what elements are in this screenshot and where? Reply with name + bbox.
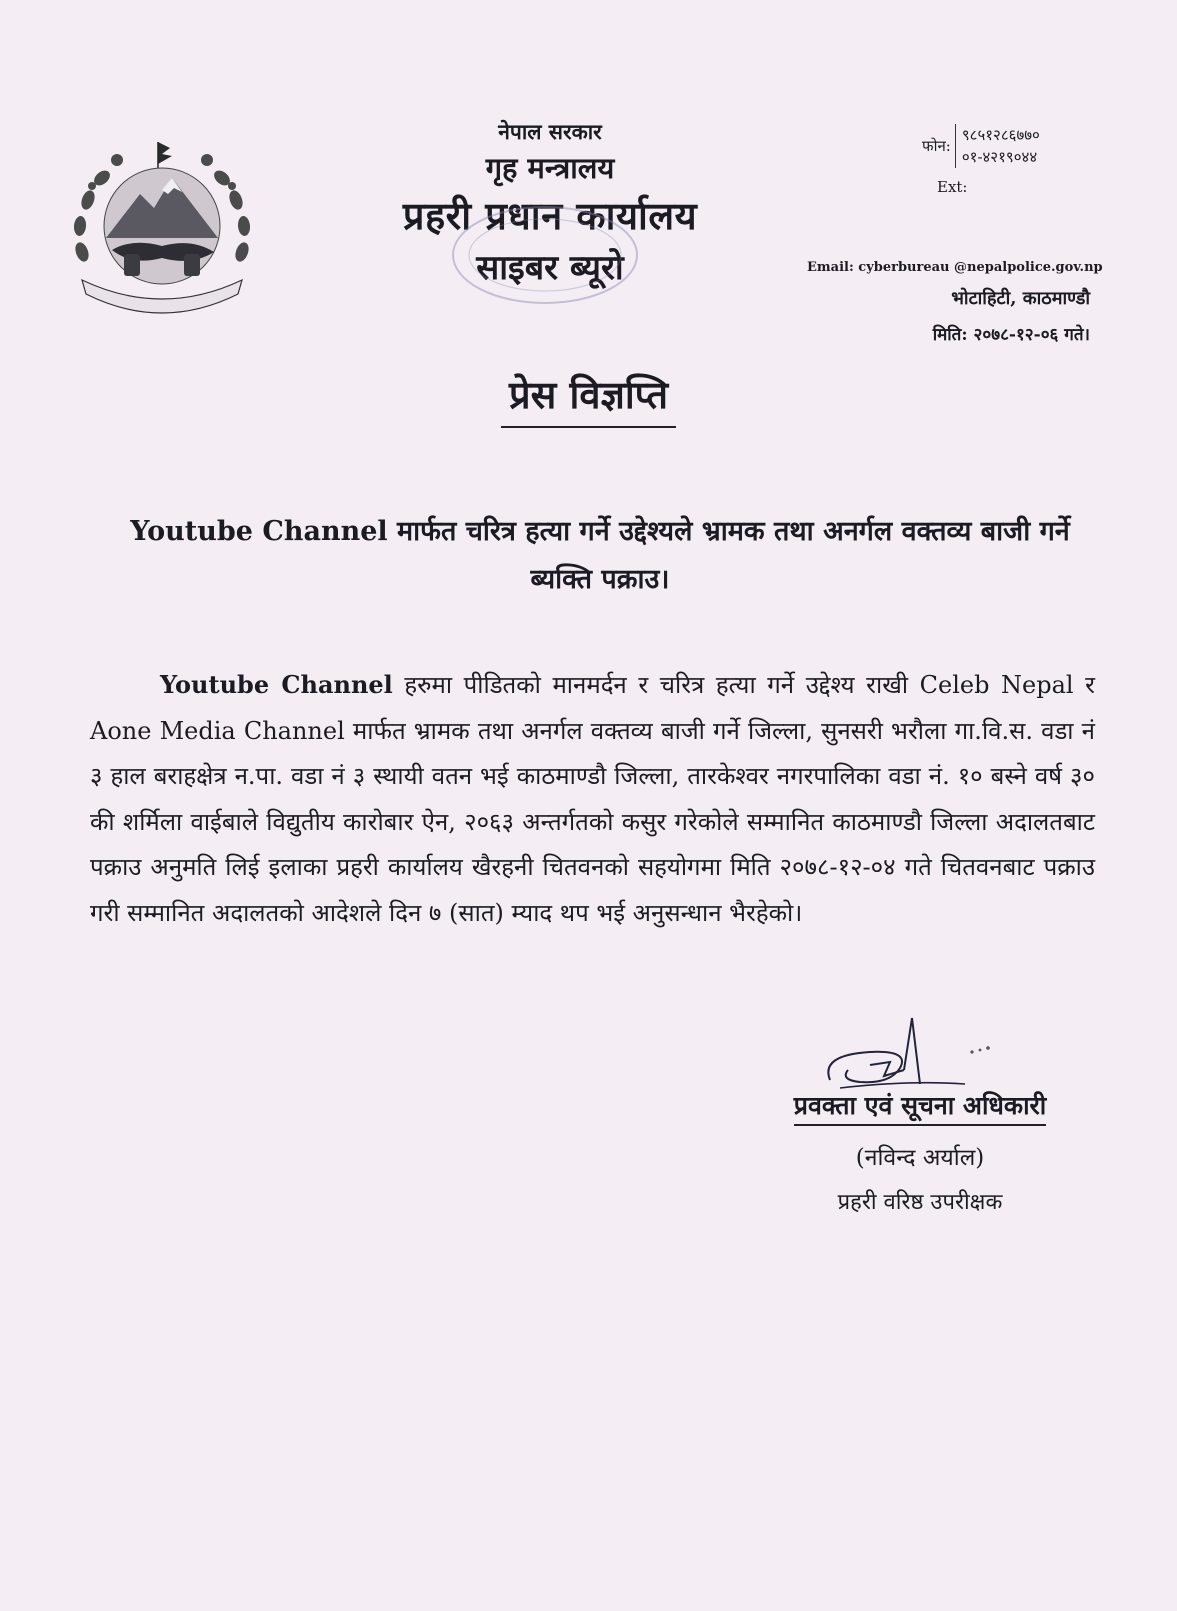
phone-number: ०१-४२१९०४४ xyxy=(961,148,1038,166)
press-release-heading xyxy=(0,368,1177,428)
signatory-rank: प्रहरी वरिष्ठ उपरीक्षक xyxy=(837,1190,1003,1215)
body-text: हरुमा पीडितको मानमर्दन र चरित्र हत्या गर्ने उद्देश्य राखी Celeb Nepal र Aone Media Channel मार्फत भ्रामक तथा अनर्गल वक्तव्य बाजी गर्ने जिल्ला, सुनसरी भरौला गा.वि.स. वडा नं ३ हाल बराहक्षेत्र न.पा. वडा नं ३ स्थायी वतन भई काठमाण्डौ जिल्ला, तारकेश्वर नगरपालिका वडा नं. १० बस्ने वर्ष ३० की शर्मिला वाईबाले विद्युतीय कारोबार ऐन, २०६३ अन्तर्गतको कसुर गरेकोले सम्मानित काठमाण्डौ जिल्ला अदालतबाट पक्राउ अनुमति लिई इलाका प्रहरी कार्यालय खैरहनी चितवनको सहयोगमा मिति २०७८-१२-०४ गते चितवनबाट पक्राउ गरी सम्मानित अदालतको आदेशले दिन ७ (सात) म्याद थप भई अनुसन्धान भैरहेको। xyxy=(90,671,1095,927)
news-body xyxy=(90,662,1095,936)
headline-text: मार्फत चरित्र हत्या गर्ने उद्देश्यले भ्रामक तथा अनर्गल वक्तव्य बाजी गर्ने ब्यक्ति पक्राउ। xyxy=(387,516,1070,595)
email-address: Email: cyberbureau @nepalpolice.gov.np xyxy=(807,260,1103,275)
phone-label: फोन: xyxy=(922,137,951,155)
government-name: नेपाल सरकार xyxy=(498,119,602,144)
office-address: भोटाहिटी, काठमाण्डौ xyxy=(951,288,1090,309)
issue-date: मिति: २०७८-१२-०६ गते। xyxy=(932,325,1090,345)
ink-stamp-icon xyxy=(445,200,645,310)
bureau-name: साइबर ब्यूरो xyxy=(476,248,624,288)
signatory-title: प्रवक्ता एवं सूचना अधिकारी xyxy=(794,1088,1047,1126)
extension-label: Ext: xyxy=(937,178,968,196)
nepal-emblem-icon xyxy=(62,138,262,318)
signatory-block xyxy=(760,1088,1080,1216)
news-headline xyxy=(120,508,1080,604)
headline-latin: Youtube Channel xyxy=(130,516,388,547)
office-name: प्रहरी प्रधान कार्यालय xyxy=(402,193,698,238)
phone-numbers xyxy=(955,124,1040,168)
phone-number: ९८५१२८६७७० xyxy=(961,126,1040,144)
ministry-name: गृह मन्त्रालय xyxy=(485,151,615,185)
body-lead: Youtube Channel xyxy=(160,670,393,699)
phone-row xyxy=(922,124,1040,168)
press-release-title: प्रेस विज्ञप्ति xyxy=(501,368,676,428)
signatory-name: (नविन्द अर्याल) xyxy=(855,1145,985,1171)
